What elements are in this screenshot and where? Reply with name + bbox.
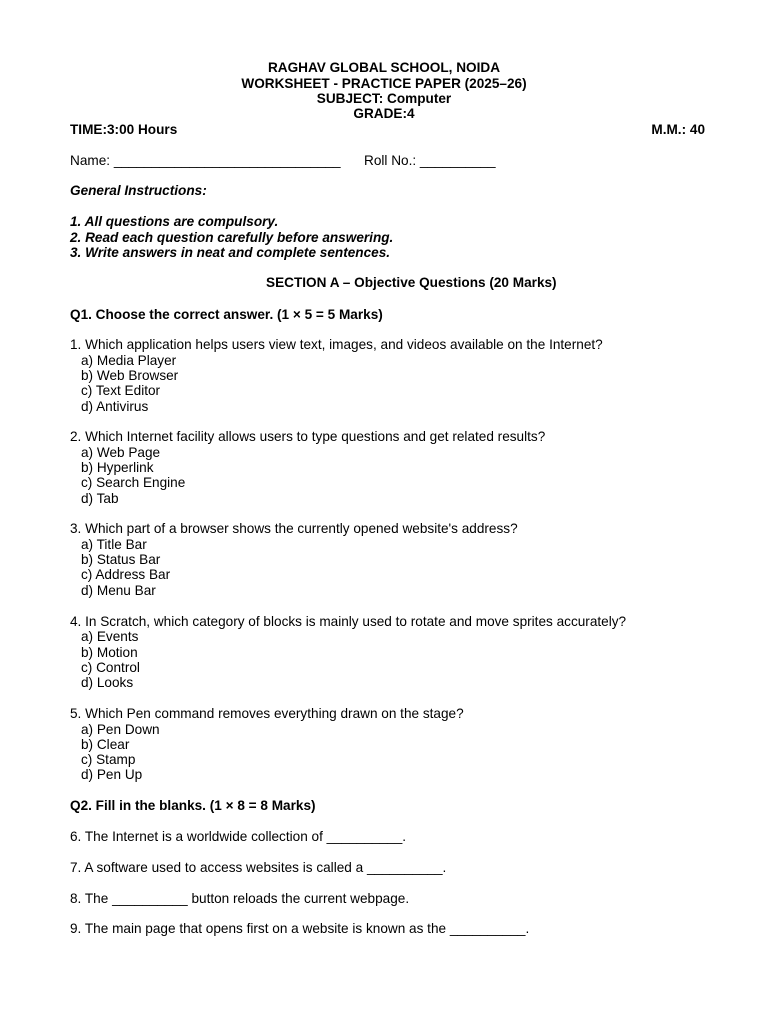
mcq-option: d) Antivirus: [81, 399, 149, 414]
grade-line: GRADE:4: [353, 106, 415, 121]
mcq-question: 4. In Scratch, which category of blocks is mainly used to rotate and move sprites accurately?: [70, 614, 627, 629]
mcq-option: c) Text Editor: [81, 383, 161, 398]
mcq-option: b) Hyperlink: [81, 460, 154, 475]
section-a-title: SECTION A – Objective Questions (20 Marks): [266, 275, 557, 290]
mcq-question: 1. Which application helps users view text, images, and videos available on the Internet?: [70, 337, 603, 352]
mcq-option: c) Address Bar: [81, 567, 171, 582]
mcq-question: 3. Which part of a browser shows the currently opened website's address?: [70, 521, 518, 536]
mcq-option: b) Status Bar: [81, 552, 161, 567]
time-label: TIME:3:00 Hours: [70, 122, 178, 137]
roll-number-field: Roll No.: __________: [364, 153, 496, 168]
mcq-option: c) Search Engine: [81, 475, 186, 490]
mcq-option: c) Control: [81, 660, 140, 675]
mcq-option: d) Menu Bar: [81, 583, 156, 598]
mcq-option: d) Looks: [81, 675, 134, 690]
fill-blank-question: 9. The main page that opens first on a website is known as the __________.: [70, 921, 530, 936]
subject-line: SUBJECT: Computer: [316, 91, 452, 106]
instruction-item: 1. All questions are compulsory.: [70, 214, 279, 229]
mcq-option: b) Web Browser: [81, 368, 179, 383]
instructions-heading: General Instructions:: [70, 183, 207, 198]
max-marks-label: M.M.: 40: [651, 122, 705, 137]
mcq-option: a) Media Player: [81, 353, 177, 368]
fill-blank-question: 8. The __________ button reloads the current webpage.: [70, 891, 410, 906]
mcq-option: a) Title Bar: [81, 537, 147, 552]
fill-blank-question: 7. A software used to access websites is called a __________.: [70, 860, 447, 875]
mcq-option: b) Clear: [81, 737, 130, 752]
worksheet-title: WORKSHEET - PRACTICE PAPER (2025–26): [241, 76, 527, 91]
mcq-option: d) Tab: [81, 491, 119, 506]
mcq-option: a) Events: [81, 629, 139, 644]
mcq-question: 2. Which Internet facility allows users to type questions and get related results?: [70, 429, 546, 444]
q2-heading: Q2. Fill in the blanks. (1 × 8 = 8 Marks): [70, 798, 316, 813]
instruction-item: 2. Read each question carefully before answering.: [70, 230, 394, 245]
mcq-option: a) Pen Down: [81, 722, 160, 737]
fill-blank-question: 6. The Internet is a worldwide collection of __________.: [70, 829, 407, 844]
mcq-question: 5. Which Pen command removes everything drawn on the stage?: [70, 706, 464, 721]
mcq-option: c) Stamp: [81, 752, 136, 767]
q1-heading: Q1. Choose the correct answer. (1 × 5 = 5 Marks): [70, 307, 383, 322]
mcq-option: a) Web Page: [81, 445, 161, 460]
school-name: RAGHAV GLOBAL SCHOOL, NOIDA: [267, 60, 501, 75]
name-field: Name: ______________________________: [70, 153, 341, 168]
mcq-option: b) Motion: [81, 645, 138, 660]
mcq-option: d) Pen Up: [81, 767, 143, 782]
instruction-item: 3. Write answers in neat and complete sentences.: [70, 245, 391, 260]
